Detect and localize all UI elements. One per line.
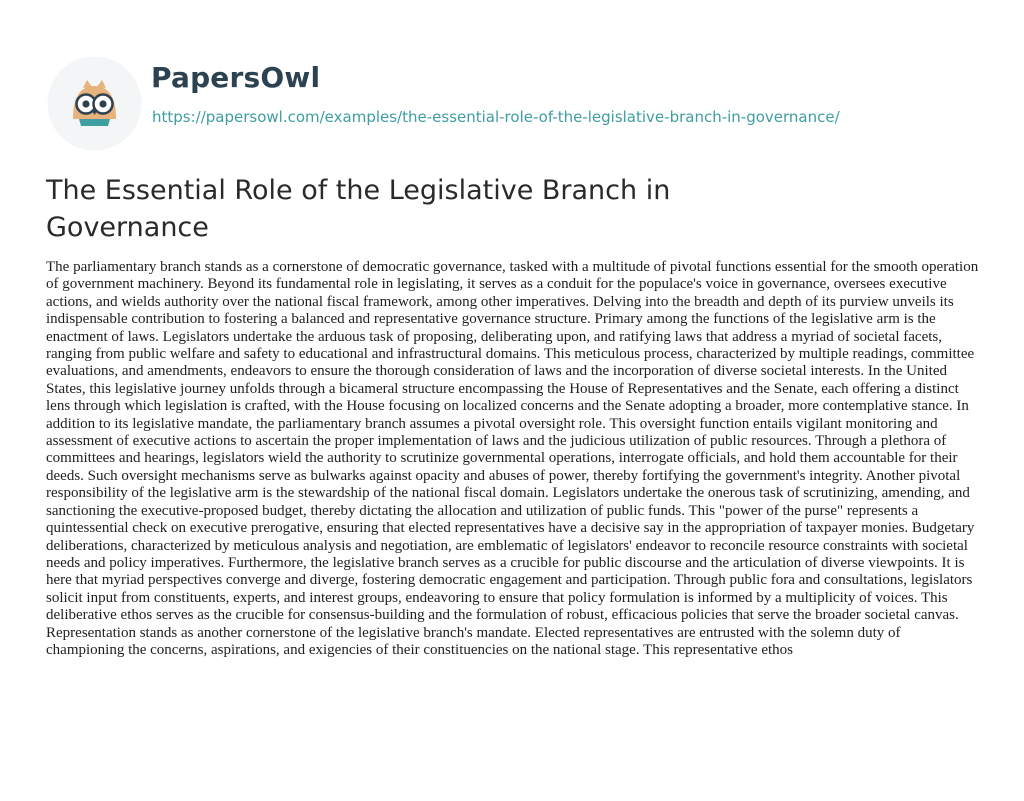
source-url-link[interactable]: https://papersowl.com/examples/the-essential-role-of-the-legislative-branch-in-governance/ [152, 108, 840, 126]
brand-name: PapersOwl [151, 61, 321, 94]
owl-logo-icon [46, 55, 143, 152]
document-body: The parliamentary branch stands as a cornerstone of democratic governance, tasked with a multitude of pivotal functions essential for the smooth operation of government machinery. Beyond its fundamental role in legislating, it serves as a conduit for the populace's voice in governance, oversees executive actions, and wields authority over the national fiscal framework, among other imperatives. Delving into the breadth and depth of its purview unveils its indispensable contribution to fostering a balanced and representative governance structure. Primary among the functions of the legislative arm is the enactment of laws. Legislators undertake the arduous task of proposing, deliberating upon, and ratifying laws that address a myriad of societal facets, ranging from public welfare and safety to educational and infrastructural domains. This meticulous process, characterized by multiple readings, committee evaluations, and amendments, endeavors to ensure the thorough consideration of laws and the incorporation of diverse societal interests. In the United States, this legislative journey unfolds through a bicameral structure encompassing the House of Representatives and the Senate, each offering a distinct lens through which legislation is crafted, with the House focusing on localized concerns and the Senate adopting a broader, more contemplative stance. In addition to its legislative mandate, the parliamentary branch assumes a pivotal oversight role. This oversight function entails vigilant monitoring and assessment of executive actions to ascertain the proper implementation of laws and the judicious utilization of public resources. Through a plethora of committees and hearings, legislators wield the authority to scrutinize governmental operations, interrogate officials, and hold them accountable for their deeds. Such oversight mechanisms serve as bulwarks against opacity and abuses of power, thereby fortifying the government's integrity. Another pivotal responsibility of the legislative arm is the stewardship of the national fiscal domain. Legislators undertake the onerous task of scrutinizing, amending, and sanctioning the executive-proposed budget, thereby dictating the allocation and utilization of public funds. This "power of the purse" represents a quintessential check on executive prerogative, ensuring that elected representatives have a decisive say in the appropriation of taxpayer monies. Budgetary deliberations, characterized by meticulous analysis and negotiation, are emblematic of legislators' endeavor to reconcile resource constraints with societal needs and policy imperatives. Furthermore, the legislative branch serves as a crucible for public discourse and the articulation of diverse viewpoints. It is here that myriad perspectives converge and diverge, fostering democratic engagement and participation. Through public fora and consultations, legislators solicit input from constituents, experts, and interest groups, endeavoring to ensure that policy formulation is informed by a multiplicity of voices. This deliberative ethos serves as the crucible for consensus-building and the formulation of robust, efficacious policies that serve the broader societal canvas. Representation stands as another cornerstone of the legislative branch's mandate. Elected representatives are entrusted with the solemn duty of championing the concerns, aspirations, and exigencies of their constituencies on the national stage. This representative ethos [46, 259, 979, 658]
document-title: The Essential Role of the Legislative Branch in Governance [46, 175, 671, 243]
page-header [46, 55, 996, 145]
